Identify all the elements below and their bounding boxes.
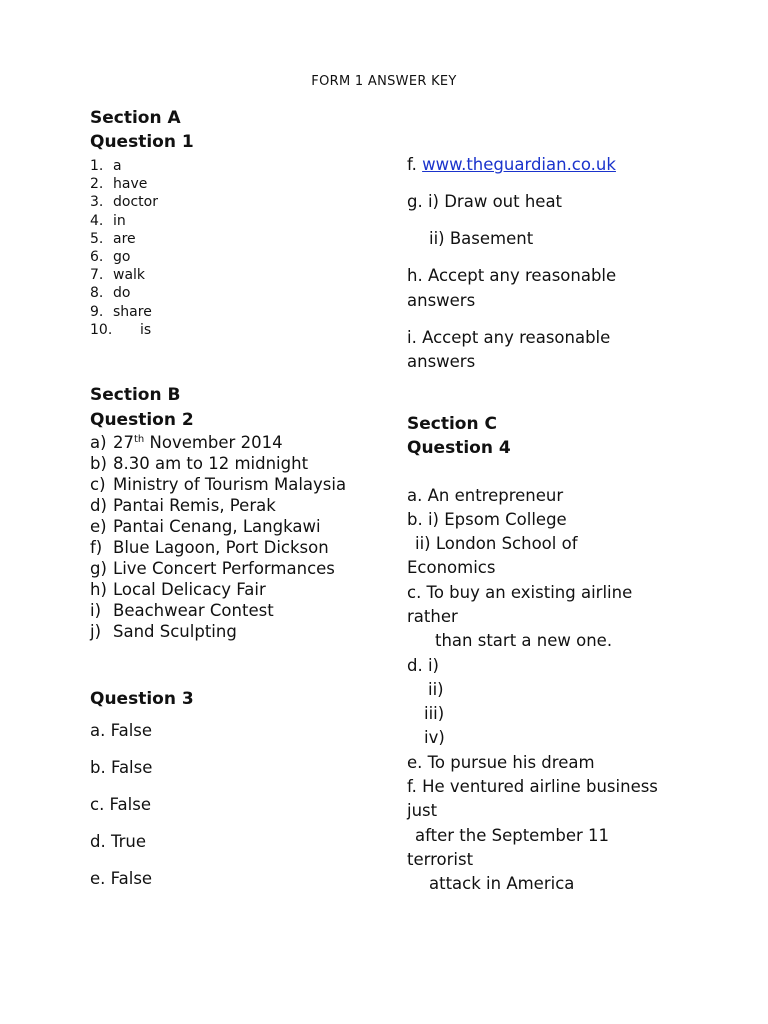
- answer-i-cont: answers: [407, 352, 476, 371]
- list-item: ii): [428, 679, 444, 699]
- answer-f: f. www.theguardian.co.uk: [407, 155, 616, 174]
- answer-g-ii: ii) Basement: [429, 229, 534, 248]
- list-item: e. False: [90, 869, 153, 889]
- section-b-heading: Section B: [90, 385, 181, 406]
- list-item: d) Pantai Remis, Perak: [90, 496, 276, 516]
- list-item: after the September 11: [415, 825, 610, 845]
- question-1-heading: Question 1: [90, 132, 194, 152]
- list-item: g) Live Concert Performances: [90, 559, 335, 579]
- list-item: rather: [407, 606, 458, 626]
- list-item: e. To pursue his dream: [407, 752, 595, 772]
- list-item: 5. are: [90, 230, 136, 247]
- question-3-answers: [90, 719, 390, 892]
- guardian-link[interactable]: www.theguardian.co.uk: [422, 155, 616, 174]
- section-c-heading: Section C: [407, 413, 497, 434]
- list-item: 2. have: [90, 176, 148, 193]
- list-item: c) Ministry of Tourism Malaysia: [90, 475, 347, 495]
- list-item: d. True: [90, 832, 147, 852]
- list-item: a) 27th November 2014: [90, 433, 283, 453]
- list-item: c. To buy an existing airline: [407, 582, 633, 602]
- list-item: b) 8.30 am to 12 midnight: [90, 454, 309, 474]
- list-item: iii): [424, 704, 445, 724]
- answer-h: h. Accept any reasonable: [407, 266, 617, 285]
- left-column: [90, 106, 390, 905]
- question-2-answers: [90, 432, 390, 642]
- question-2-heading: Question 2: [90, 410, 194, 431]
- list-item: b. i) Epsom College: [407, 509, 567, 529]
- list-item: attack in America: [429, 874, 575, 894]
- question-3-heading: Question 3: [90, 689, 194, 710]
- list-item: b. False: [90, 758, 153, 778]
- list-item: iv): [424, 728, 445, 748]
- right-column: [407, 153, 707, 897]
- question-4-answers: [407, 484, 707, 897]
- list-item: d. i): [407, 655, 439, 675]
- list-item: f. He ventured airline business: [407, 777, 658, 797]
- question-1-answers: [90, 157, 390, 339]
- answer-i: i. Accept any reasonable: [407, 327, 611, 347]
- list-item: a. False: [90, 721, 153, 741]
- answer-h-cont: answers: [407, 290, 476, 310]
- list-item: than start a new one.: [435, 631, 613, 651]
- list-item: 6. go: [90, 249, 131, 266]
- list-item: a. An entrepreneur: [407, 485, 564, 505]
- list-item: 7. walk: [90, 267, 146, 284]
- list-item: h) Local Delicacy Fair: [90, 580, 266, 600]
- page-title: FORM 1 ANSWER KEY: [311, 74, 457, 89]
- list-item: 10. is: [90, 321, 152, 338]
- answer-g-i: g. i) Draw out heat: [407, 192, 563, 211]
- list-item: i) Beachwear Contest: [90, 601, 274, 621]
- list-item: ii) London School of: [415, 534, 578, 554]
- question-4-heading: Question 4: [407, 437, 511, 458]
- list-item: 4. in: [90, 212, 126, 229]
- list-item: j) Sand Sculpting: [90, 622, 237, 642]
- list-item: e) Pantai Cenang, Langkawi: [90, 517, 321, 537]
- section-a-heading: Section A: [90, 108, 181, 128]
- list-item: terrorist: [407, 849, 474, 869]
- list-item: f) Blue Lagoon, Port Dickson: [90, 538, 329, 558]
- list-item: Economics: [407, 558, 496, 578]
- list-item: 1. a: [90, 158, 122, 174]
- list-item: just: [407, 801, 438, 821]
- list-item: c. False: [90, 795, 151, 815]
- list-item: 9. share: [90, 303, 152, 320]
- list-item: 3. doctor: [90, 194, 158, 211]
- list-item: 8. do: [90, 285, 131, 302]
